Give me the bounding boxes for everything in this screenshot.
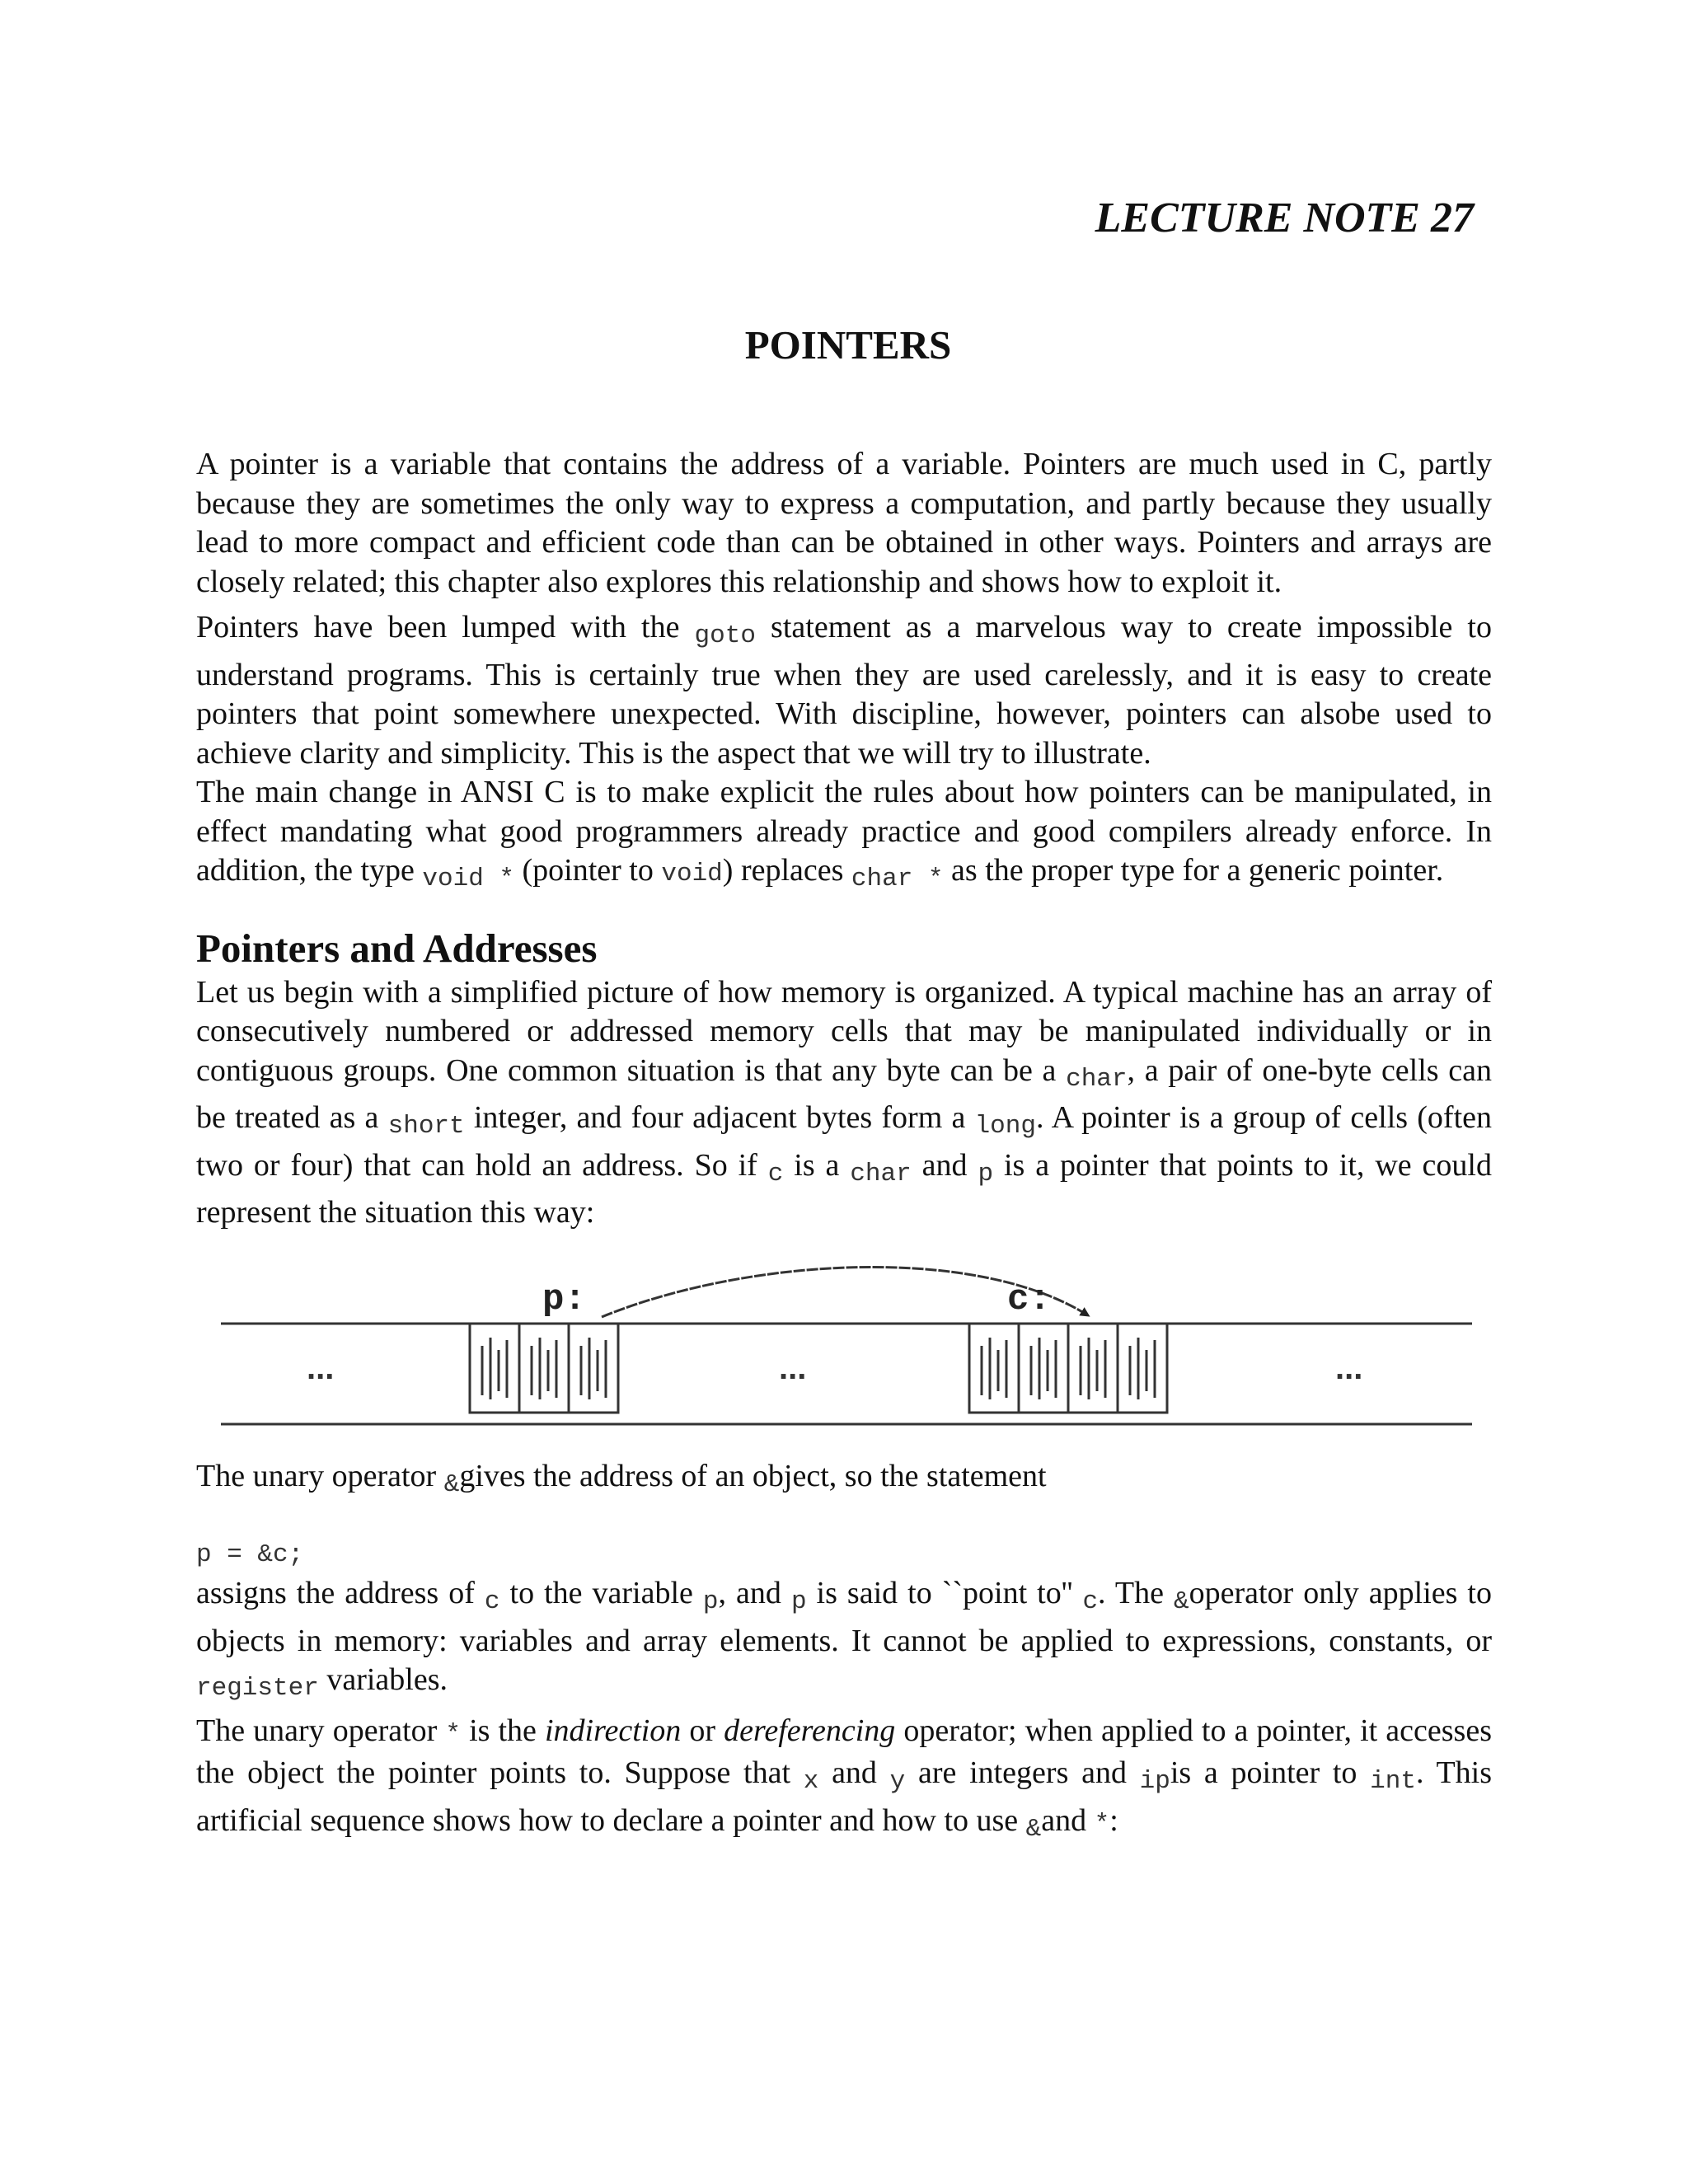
inline-code: * — [445, 1719, 461, 1749]
inline-code: x — [803, 1767, 819, 1796]
ellipsis-middle: ... — [779, 1349, 807, 1386]
inline-code: ip — [1139, 1767, 1170, 1796]
label-c: c: — [1007, 1278, 1051, 1320]
ellipsis-right: ... — [1335, 1349, 1363, 1386]
lecture-note-label: LECTURE NOTE 27 — [1095, 194, 1474, 241]
intro-paragraph-1: A pointer is a variable that contains the address of a variable. Pointers are much used in C, partly because they are sometimes the only way to express a computation, and partly because they usually lead to more compact and efficient code than can be obtained in other ways. Pointers and arrays are closely related; this chapter also explores this relationship and shows how to exploit it. — [196, 447, 1492, 599]
chapter-title: POINTERS — [744, 322, 952, 368]
body-text — [196, 445, 1492, 1849]
inline-code: * — [1094, 1809, 1110, 1839]
section-paragraph-1: Let us begin with a simplified picture of how memory is organized. A typical machine has an array of consecutively numbered or addressed memory cells that may be manipulated individually or in contiguous groups. One common situation is that any byte can be a char, a pair of one-byte cells can be treated as a short integer, and four adjacent bytes form a long. A pointer is a group of cells (often two or four) that can hold an address. So if c is a char and p is a pointer that points to it, we could represent the situation this way: — [196, 974, 1492, 1230]
inline-code: char * — [851, 865, 944, 893]
inline-code: p — [702, 1587, 719, 1616]
inline-code: goto — [694, 621, 756, 650]
inline-code: char — [850, 1159, 912, 1188]
memory-diagram — [196, 1243, 1492, 1441]
inline-code: & — [443, 1469, 460, 1499]
inline-code: & — [1173, 1587, 1189, 1616]
inline-code: & — [1025, 1814, 1042, 1844]
section-heading: Pointers and Addresses — [196, 925, 598, 971]
after-paragraph-2: assigns the address of c to the variable p, and p is said to ``point to'' c. The &operator only applies to objects in memory: variables and array elements. It cannot be applied to expressions, constants, or register variables. — [196, 1576, 1492, 1703]
label-p: p: — [542, 1278, 586, 1320]
after-paragraph-1: The unary operator &gives the address of an object, so the statement — [196, 1458, 1047, 1499]
after-paragraph-3: The unary operator * is the indirection or dereferencing operator; when applied to a pointer, it accesses the object the pointer points to. Suppose that x and y are integers and ipis a pointer to int. This artificial sequence shows how to declare a pointer and how to use &and *: — [196, 1713, 1493, 1844]
intro-paragraph-2: Pointers have been lumped with the goto statement as a marvelous way to create impossible to understand programs. This is certainly true when they are used carelessly, and it is easy to create pointers that point somewhere unexpected. With discipline, however, pointers can alsobe used to achieve clarity and simplicity. This is the aspect that we will try to illustrate. — [196, 610, 1492, 771]
inline-code: long — [974, 1112, 1036, 1141]
inline-code: y — [889, 1767, 906, 1796]
pointer-bit-marks — [482, 1338, 606, 1399]
intro-paragraph-3: The main change in ANSI C is to make explicit the rules about how pointers can be manipulated, in effect mandating what good programmers already practice and good compilers already enforce. In addition, the type void * (pointer to void) replaces char * as the proper type for a generic pointer. — [196, 775, 1492, 893]
ellipsis-left: ... — [307, 1349, 335, 1386]
memory-diagram-svg — [0, 1243, 1688, 1441]
inline-code: p — [978, 1159, 994, 1188]
inline-code: c — [1082, 1587, 1099, 1616]
inline-code: void * — [422, 865, 515, 893]
inline-code: register — [196, 1674, 319, 1703]
inline-code: void — [661, 860, 723, 888]
inline-code: char — [1066, 1064, 1128, 1094]
inline-code: int — [1370, 1767, 1416, 1796]
inline-code: short — [387, 1112, 465, 1141]
code-statement: p = &c; — [196, 1540, 304, 1569]
inline-code: p — [790, 1587, 807, 1616]
inline-code: c — [484, 1587, 500, 1616]
pointer-cells — [470, 1324, 618, 1413]
inline-code: c — [767, 1159, 784, 1188]
